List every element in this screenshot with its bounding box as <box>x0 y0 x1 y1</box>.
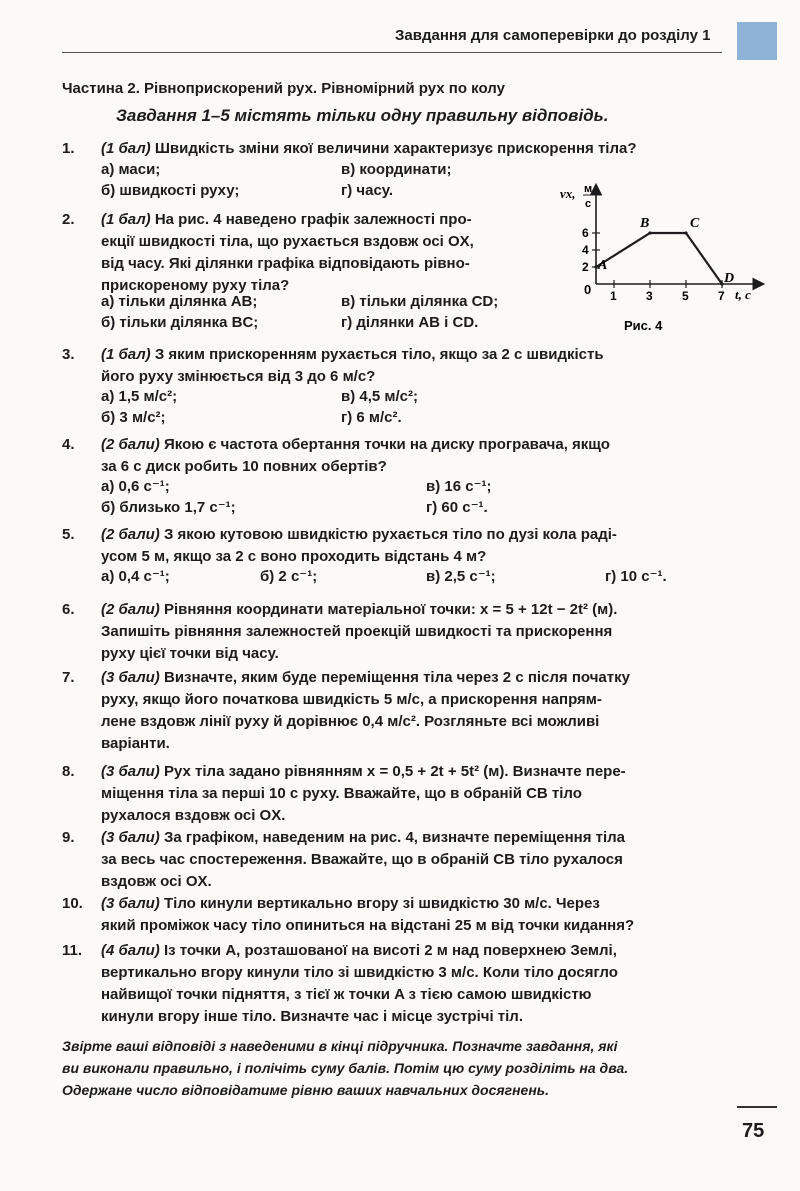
question-number: 8. <box>62 763 75 780</box>
y-unit-num: м <box>584 183 593 195</box>
question-line: Швидкість зміни якої величини характеризує прискорення тіла? <box>154 140 637 157</box>
y-axis-label: vx, <box>560 186 576 201</box>
question-points: (2 бали) <box>101 436 160 453</box>
data-point <box>684 231 687 234</box>
question-line: Якою є частота обертання точки на диску програвача, якщо <box>163 436 610 453</box>
note-line: ви виконали правильно, і полічіть суму балів. Потім цю суму розділіть на два. <box>62 1060 629 1076</box>
question-line: вертикально вгору кинули тіло зі швидкістю 3 м/с. Коли тіло досягло <box>101 964 618 981</box>
x-axis-label: t, с <box>735 287 751 302</box>
question-points: (2 бали) <box>101 601 160 618</box>
question-points: (3 бали) <box>101 669 160 686</box>
option-a: а) 0,4 с⁻¹; <box>101 568 170 585</box>
question-line: прискореному руху тіла? <box>101 277 290 294</box>
data-point <box>648 231 651 234</box>
option-a: а) тільки ділянка AB; <box>101 293 258 310</box>
question-points: (1 бал) <box>101 346 151 363</box>
option-g: г) 10 с⁻¹. <box>605 568 667 585</box>
option-g: г) ділянки AB і CD. <box>341 314 479 331</box>
x-tick-label: 3 <box>646 289 653 303</box>
question-line: Рівняння координати матеріальної точки: x = 5 + 12t − 2t² (м). <box>163 601 618 618</box>
velocity-graph <box>556 178 770 338</box>
question-line: За графіком, наведеним на рис. 4, визначте переміщення тіла <box>163 829 626 846</box>
question-line: Визначте, яким буде переміщення тіла через 2 с після початку <box>163 669 630 686</box>
question-line: лене вздовж лінії руху й дорівнює 0,4 м/с². Розгляньте всі можливі <box>101 713 600 730</box>
option-a: а) маси; <box>101 161 161 178</box>
question-number: 1. <box>62 140 75 157</box>
y-tick-label: 4 <box>582 243 589 257</box>
y-tick-label: 6 <box>582 226 589 240</box>
question-line: найвищої точки підняття, з тієї ж точки A з тією самою швидкістю <box>101 986 592 1003</box>
x-tick-label: 1 <box>610 289 617 303</box>
question-line: кинули вгору інше тіло. Визначте час і місце зустрічі тіл. <box>101 1008 523 1025</box>
part-title: Частина 2. Рівноприскорений рух. Рівномірний рух по колу <box>62 80 505 97</box>
question-line: усом 5 м, якщо за 2 с воно проходить відстань 4 м? <box>101 548 487 565</box>
question-line: руху, якщо його початкова швидкість 5 м/с, а прискорення напрям- <box>101 691 602 708</box>
question-line: рухалося вздовж осі OX. <box>101 807 286 824</box>
option-b: б) близько 1,7 с⁻¹; <box>101 499 236 516</box>
point-label: C <box>690 216 700 231</box>
running-header: Завдання для самоперевірки до розділу 1 <box>395 27 711 44</box>
question-points: (3 бали) <box>101 829 160 846</box>
option-a: а) 0,6 с⁻¹; <box>101 478 170 495</box>
question-line: руху цієї точки від часу. <box>101 645 279 662</box>
option-v: в) тільки ділянка CD; <box>341 293 499 310</box>
question-points: (4 бали) <box>101 942 160 959</box>
question-number: 3. <box>62 346 75 363</box>
x-tick-label: 5 <box>682 289 689 303</box>
x-tick-label: 7 <box>718 289 725 303</box>
velocity-series-line <box>596 233 722 284</box>
point-label: A <box>598 258 608 273</box>
option-g: г) часу. <box>341 182 393 199</box>
question-points: (1 бал) <box>101 211 151 228</box>
question-line: Тіло кинули вертикально вгору зі швидкістю 30 м/с. Через <box>163 895 600 912</box>
question-line: На рис. 4 наведено графік залежності про- <box>154 211 472 228</box>
point-label: B <box>640 216 650 231</box>
question-line: за весь час спостереження. Вважайте, що в обраній СВ тіло рухалося <box>101 851 623 868</box>
instruction: Завдання 1–5 містять тільки одну правильну відповідь. <box>116 106 609 125</box>
question-number: 6. <box>62 601 75 618</box>
option-v: в) 16 с⁻¹; <box>426 478 492 495</box>
question-line: міщення тіла за перші 10 с руху. Вважайте, що в обраній СВ тіло <box>101 785 582 802</box>
question-line: який проміжок часу тіло опиниться на відстані 25 м від точки кидання? <box>101 917 635 934</box>
option-g: г) 6 м/с². <box>341 409 402 426</box>
option-a: а) 1,5 м/с²; <box>101 388 178 405</box>
question-line: Рух тіла задано рівнянням x = 0,5 + 2t + 5t² (м). Визначте пере- <box>163 763 626 780</box>
note-line: Звірте ваші відповіді з наведеними в кінці підручника. Позначте завдання, які <box>62 1038 618 1054</box>
question-line: екції швидкості тіла, що рухається вздовж осі OX, <box>101 233 474 250</box>
question-line: З якою кутовою швидкістю рухається тіло по дузі кола раді- <box>163 526 617 543</box>
question-number: 9. <box>62 829 75 846</box>
question-line: Із точки A, розташованої на висоті 2 м над поверхнею Землі, <box>163 942 617 959</box>
question-points: (1 бал) <box>101 140 151 157</box>
option-b: б) 3 м/с²; <box>101 409 166 426</box>
figure-caption: Рис. 4 <box>624 318 663 333</box>
option-b: б) тільки ділянка BC; <box>101 314 259 331</box>
header-divider <box>62 52 722 53</box>
option-b: б) 2 с⁻¹; <box>260 568 318 585</box>
y-unit-den: с <box>585 198 592 210</box>
option-g: г) 60 с⁻¹. <box>426 499 488 516</box>
question-number: 4. <box>62 436 75 453</box>
question-number: 11. <box>62 942 83 959</box>
question-line: вздовж осі OX. <box>101 873 212 890</box>
question-line: варіанти. <box>101 735 170 752</box>
page-number: 75 <box>742 1120 765 1142</box>
question-number: 2. <box>62 211 75 228</box>
point-label: D <box>724 271 735 286</box>
question-number: 10. <box>62 895 83 912</box>
option-v: в) 2,5 с⁻¹; <box>426 568 496 585</box>
note-line: Одержане число відповідатиме рівню ваших навчальних досягнень. <box>62 1082 549 1098</box>
question-line: від часу. Які ділянки графіка відповідають рівно- <box>101 255 470 272</box>
page-number-rule <box>737 1106 777 1108</box>
question-line: за 6 с диск робить 10 повних обертів? <box>101 458 387 475</box>
question-line: Запишіть рівняння залежностей проекцій швидкості та прискорення <box>101 623 613 640</box>
question-points: (2 бали) <box>101 526 160 543</box>
option-b: б) швидкості руху; <box>101 182 240 199</box>
origin-label: 0 <box>584 282 592 297</box>
option-v: в) 4,5 м/с²; <box>341 388 418 405</box>
question-number: 5. <box>62 526 75 543</box>
y-tick-label: 2 <box>582 260 589 274</box>
corner-color-tab <box>737 22 777 60</box>
self-check-note <box>62 1035 712 1101</box>
question-points: (3 бали) <box>101 763 160 780</box>
question-number: 7. <box>62 669 75 686</box>
question-points: (3 бали) <box>101 895 160 912</box>
question-line: З яким прискоренням рухається тіло, якщо за 2 с швидкість <box>154 346 604 363</box>
question-line: його руху змінюється від 3 до 6 м/с? <box>101 368 376 385</box>
option-v: в) координати; <box>341 161 452 178</box>
